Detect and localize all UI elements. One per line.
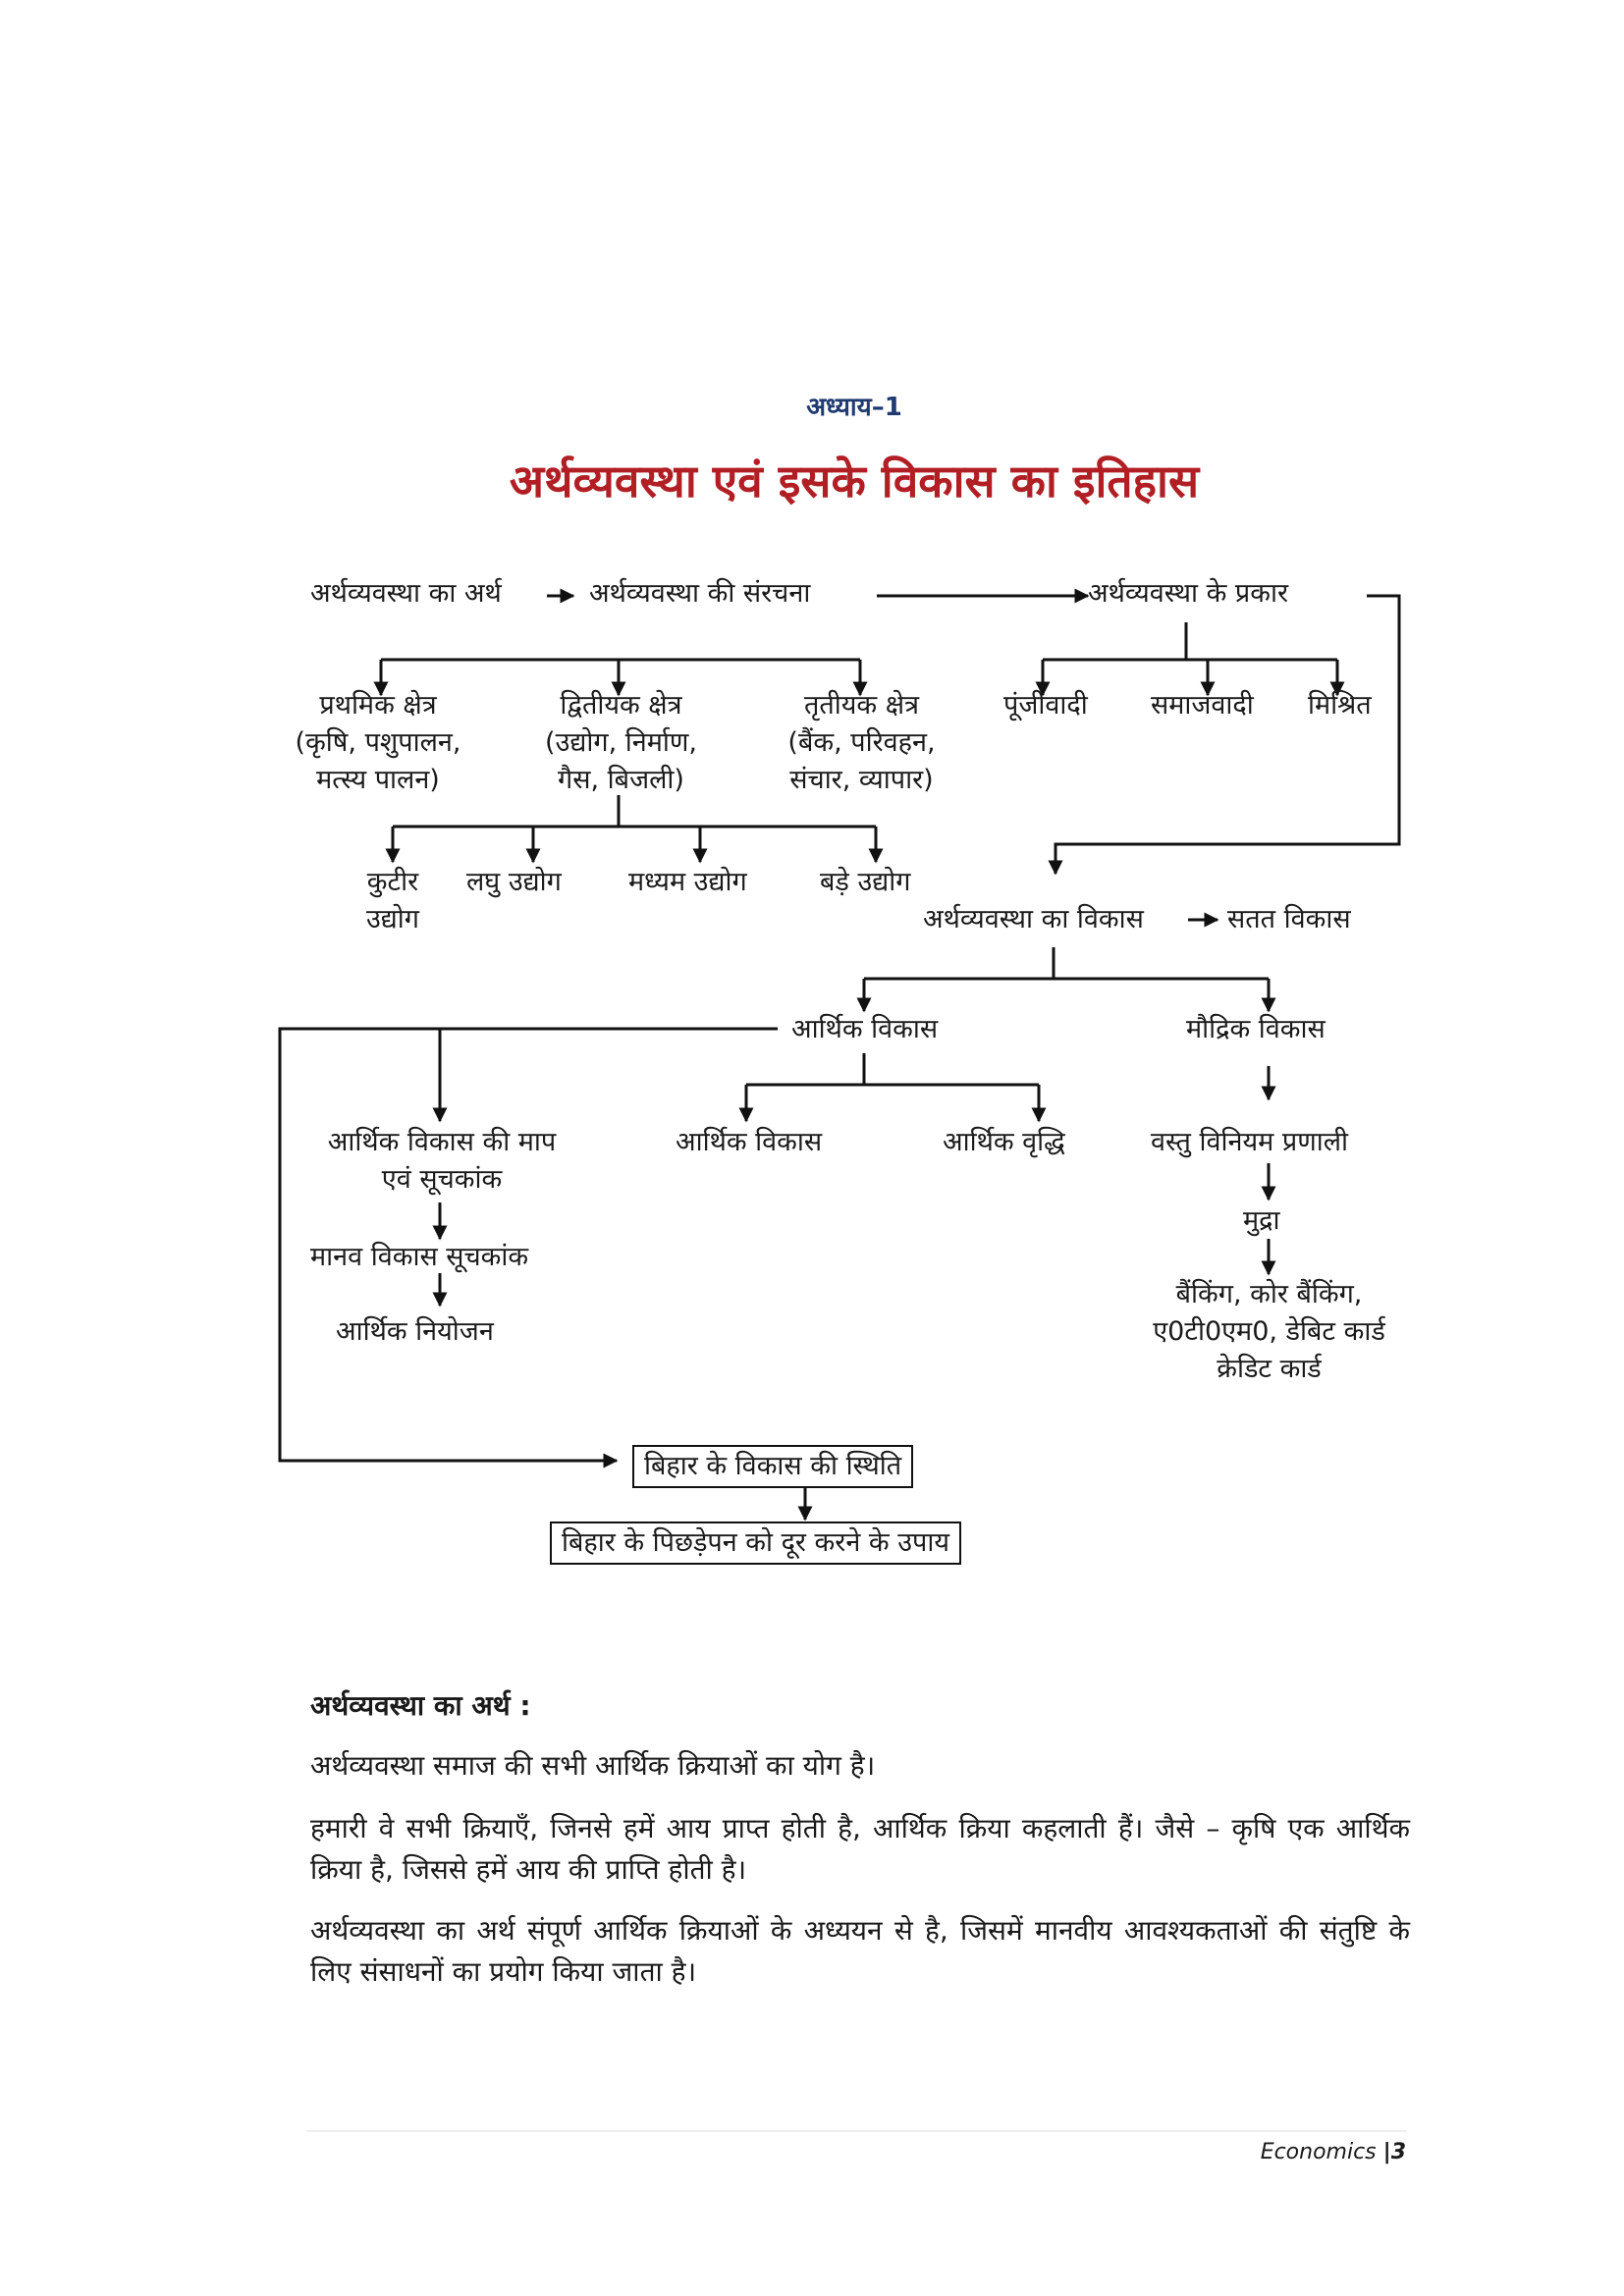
node-barter-system: वस्तु विनियम प्रणाली — [1151, 1127, 1349, 1157]
node-capitalist: पूंजीवादी — [1003, 690, 1088, 721]
node-secondary-sector: द्वितीयक क्षेत्र (उद्योग, निर्माण, गैस, बिजली) — [545, 690, 697, 795]
paragraph: अर्थव्यवस्था समाज की सभी आर्थिक क्रियाओं का योग है। — [310, 1749, 876, 1782]
paragraph: हमारी वे सभी क्रियाएँ, जिनसे हमें आय प्राप्त होती है, आर्थिक क्रिया कहलाती हैं। जैसे – कृषि एक आर्थिक क्रिया है, जिससे हमें आय की प्राप्ति होती है। — [310, 1812, 1410, 1886]
section-heading: अर्थव्यवस्था का अर्थ : — [310, 1689, 531, 1722]
footer-rule — [306, 2130, 1406, 2132]
node-economic-growth: आर्थिक वृद्धि — [943, 1127, 1065, 1157]
node-measure-index: आर्थिक विकास की माप एवं सूचकांक — [327, 1127, 557, 1195]
node-sustainable-development: सतत विकास — [1227, 904, 1351, 934]
node-primary-sector: प्रथमिक क्षेत्र (कृषि, पशुपालन, मत्स्य पालन) — [295, 690, 461, 795]
node-economy-structure: अर्थव्यवस्था की संरचना — [589, 578, 811, 609]
footer-subject: Economics — [1260, 2140, 1377, 2164]
node-economic-planning: आर्थिक नियोजन — [336, 1316, 494, 1347]
node-economy-types: अर्थव्यवस्था के प्रकार — [1088, 578, 1289, 609]
node-banking: बैंकिंग, कोर बैंकिंग, ए0टी0एम0, डेबिट कार्ड क्रेडिट कार्ड — [1153, 1279, 1385, 1384]
page-number: |3 — [1382, 2140, 1406, 2164]
node-economic-development: आर्थिक विकास — [791, 1014, 939, 1044]
box-bihar-status: बिहार के विकास की स्थिति — [632, 1445, 913, 1488]
node-large-industry: बड़े उद्योग — [820, 867, 911, 897]
node-economic-development-sub: आर्थिक विकास — [676, 1127, 823, 1157]
node-hdi: मानव विकास सूचकांक — [310, 1242, 529, 1272]
page-footer — [1261, 2140, 1406, 2164]
node-medium-industry: मध्यम उद्योग — [628, 867, 747, 897]
node-monetary-development: मौद्रिक विकास — [1186, 1014, 1326, 1044]
chapter-title: अर्थव्यवस्था एवं इसके विकास का इतिहास — [509, 454, 1200, 507]
node-socialist: समाजवादी — [1151, 690, 1254, 721]
node-economy-meaning: अर्थव्यवस्था का अर्थ — [310, 578, 502, 609]
node-tertiary-sector: तृतीयक क्षेत्र (बैंक, परिवहन, संचार, व्यापार) — [787, 690, 936, 795]
node-economy-development: अर्थव्यवस्था का विकास — [923, 904, 1144, 934]
node-cottage-industry: कुटीर उद्योग — [366, 867, 419, 934]
chapter-label: अध्याय–1 — [806, 393, 902, 422]
node-mixed: मिश्रित — [1308, 690, 1372, 721]
box-bihar-remedy: बिहार के पिछड़ेपन को दूर करने के उपाय — [550, 1522, 961, 1565]
node-currency: मुद्रा — [1243, 1205, 1280, 1236]
paragraph: अर्थव्यवस्था का अर्थ संपूर्ण आर्थिक क्रियाओं के अध्ययन से है, जिसमें मानवीय आवश्यकताओं की संतुष्टि के लिए संसाधनों का प्रयोग किया जाता है। — [310, 1914, 1410, 1988]
node-small-industry: लघु उद्योग — [466, 867, 562, 897]
